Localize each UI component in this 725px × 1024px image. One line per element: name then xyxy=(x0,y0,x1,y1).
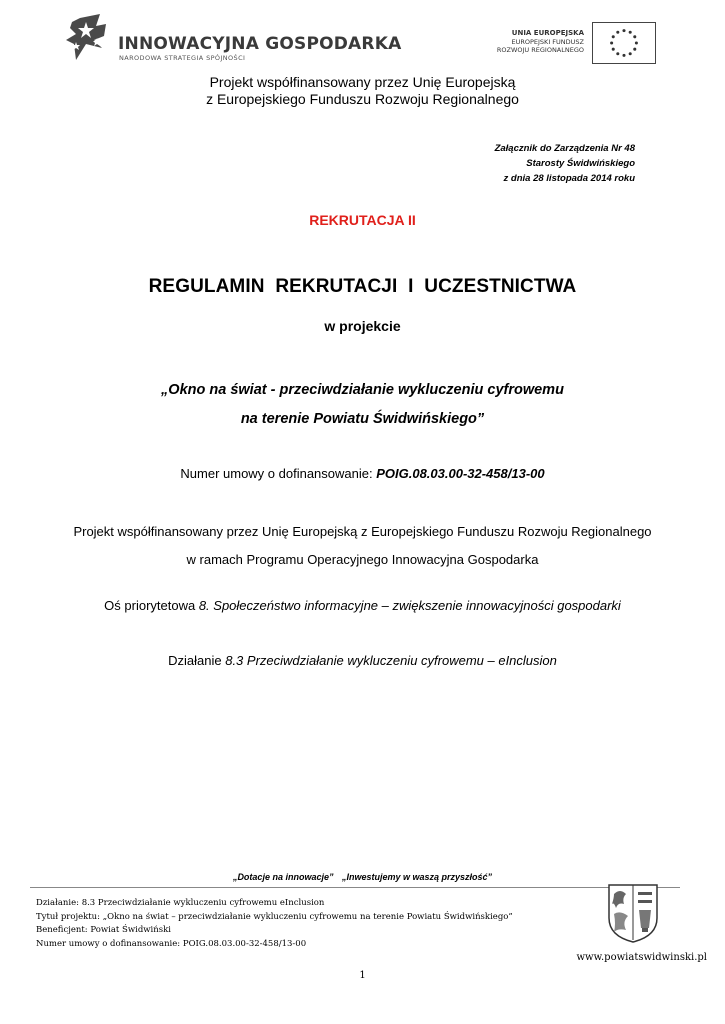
innowacyjna-gospodarka-logo xyxy=(66,14,402,64)
footer-divider xyxy=(30,887,680,888)
footer-info-line-3: Beneficjent: Powiat Świdwiński xyxy=(36,925,171,935)
eu-logo-line2: EUROPEJSKI FUNDUSZ xyxy=(511,37,584,46)
measure xyxy=(0,653,725,668)
cofinancing-statement xyxy=(0,74,725,108)
priority-axis-value: 8. Społeczeństwo informacyjne – zwiększenie innowacyjności gospodarki xyxy=(198,598,621,613)
star-logo-icon xyxy=(66,14,110,60)
annex-line-3: z dnia 28 listopada 2014 roku xyxy=(503,173,635,184)
cofinancing-line-1: Projekt współfinansowany przez Unię Europejską xyxy=(209,74,516,90)
page-number: 1 xyxy=(359,970,366,981)
program-line-1: Projekt współfinansowany przez Unię Europejską z Europejskiego Funduszu Rozwoju Regionalnego xyxy=(73,524,652,539)
measure-label: Działanie xyxy=(168,653,226,668)
eu-logo-line1: UNIA EUROPEJSKA xyxy=(511,29,584,37)
project-name-line-1: „Okno na świat - przeciwdziałanie wykluczeniu cyfrowemu xyxy=(161,382,564,398)
contract-label: Numer umowy o dofinansowanie: xyxy=(180,466,377,481)
program-statement xyxy=(0,518,725,574)
footer-info-line-1: Działanie: 8.3 Przeciwdziałanie wykluczeniu cyfrowemu eInclusion xyxy=(36,898,325,908)
contract-value: POIG.08.03.00-32-458/13-00 xyxy=(376,466,545,481)
annex-line-2: Starosty Świdwińskiego xyxy=(526,158,635,169)
logo-title: INNOWACYJNA GOSPODARKA xyxy=(118,34,402,54)
footer-slogans xyxy=(0,872,725,882)
annex-note xyxy=(495,141,635,186)
eu-logo-text xyxy=(497,29,584,55)
eu-flag-icon xyxy=(592,22,656,64)
cofinancing-line-2: z Europejskiego Funduszu Rozwoju Regionalnego xyxy=(206,91,519,107)
footer-info-line-2: Tytuł projektu: „Okno na świat – przeciwdziałanie wykluczeniu cyfrowemu na terenie Powiatu Świdwińskiego” xyxy=(36,911,513,922)
annex-line-1: Załącznik do Zarządzenia Nr 48 xyxy=(494,143,635,154)
recruitment-label: REKRUTACJA II xyxy=(309,212,416,228)
priority-axis-label: Oś priorytetowa xyxy=(104,598,199,613)
footer-info xyxy=(36,897,513,951)
slogan-2: „Inwestujemy w waszą przyszłość” xyxy=(341,872,493,882)
measure-value: 8.3 Przeciwdziałanie wykluczeniu cyfrowemu – eInclusion xyxy=(225,653,557,668)
footer-info-line-4: Numer umowy o dofinansowanie: POIG.08.03.00-32-458/13-00 xyxy=(36,938,307,949)
document-title: REGULAMIN REKRUTACJI I UCZESTNICTWA xyxy=(148,276,577,297)
logo-subtitle: NARODOWA STRATEGIA SPÓJNOŚCI xyxy=(119,54,246,62)
project-name xyxy=(0,376,725,434)
coat-of-arms-icon xyxy=(606,882,660,944)
priority-axis xyxy=(0,598,725,613)
program-line-2: w ramach Programu Operacyjnego Innowacyjna Gospodarka xyxy=(186,552,539,567)
slogan-1: „Dotacje na innowacje” xyxy=(232,872,334,882)
project-name-line-2: na terenie Powiatu Świdwińskiego” xyxy=(240,411,485,427)
document-subtitle: w projekcie xyxy=(324,318,401,334)
eu-logo xyxy=(460,22,656,64)
website-url: www.powiatswidwinski.pl xyxy=(576,952,707,963)
eu-logo-line3: ROZWOJU REGIONALNEGO xyxy=(496,46,584,54)
contract-number xyxy=(0,466,725,481)
